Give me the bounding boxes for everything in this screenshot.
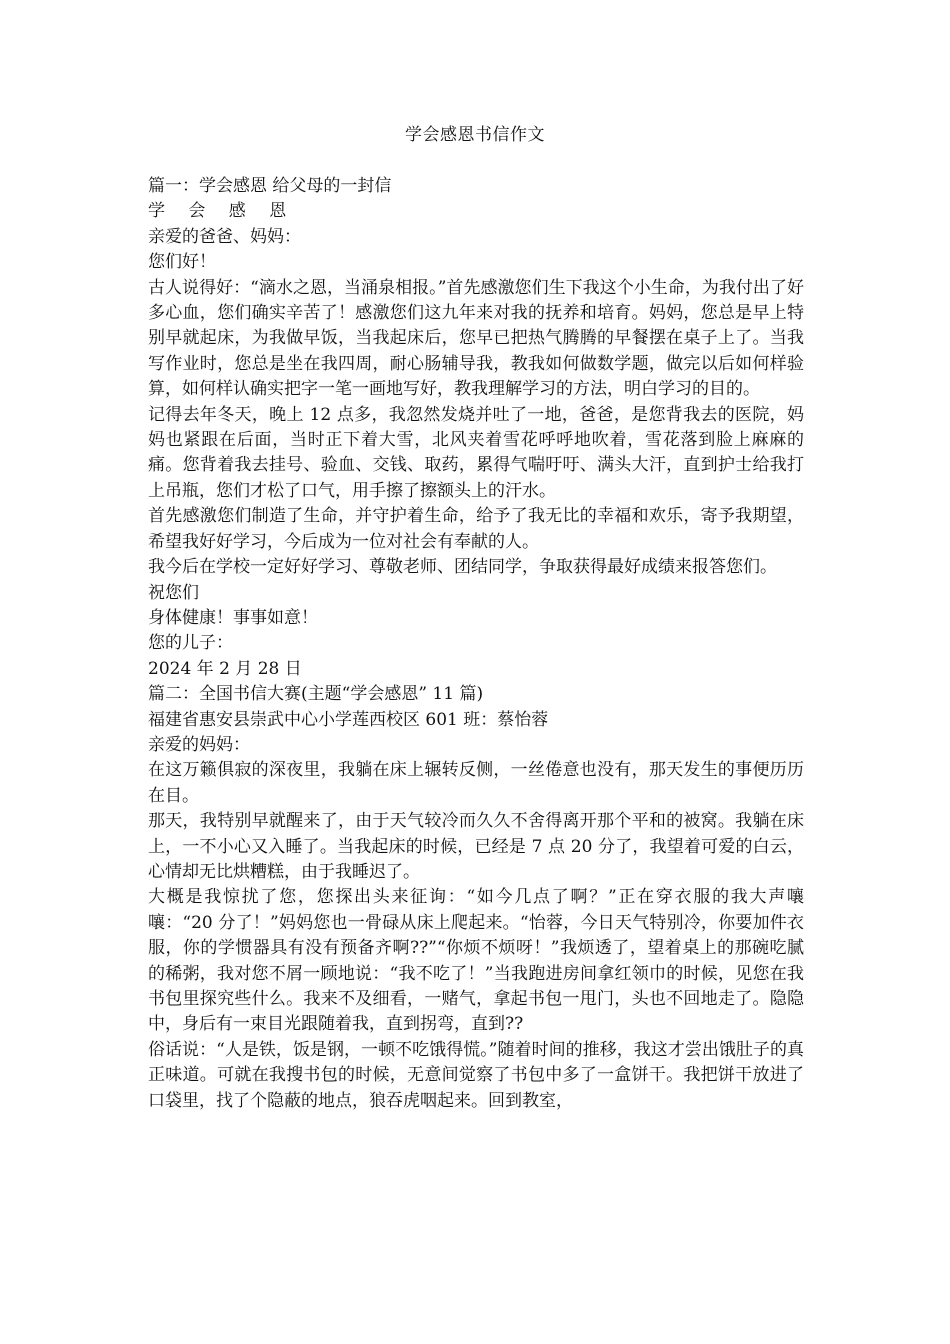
- paragraph: 记得去年冬天，晚上 12 点多，我忽然发烧并吐了一地，爸爸，是您背我去的医院，妈妈也紧跟在后面，当时正下着大雪，北风夹着雪花呼呼地吹着，雪花落到脸上麻麻的痛。您背着我去挂号、验血、交钱、取药，累得气喘吁吁、满头大汗，直到护士给我打上吊瓶，您们才松了口气，用手擦了擦额头上的汗水。: [148, 404, 804, 501]
- paragraph: 首先感激您们制造了生命，并守护着生命，给予了我无比的幸福和欢乐，寄予我期望，希望我好好学习，今后成为一位对社会有奉献的人。: [148, 506, 804, 552]
- section-heading: 篇二：全国书信大赛(主题“学会感恩” 11 篇): [148, 684, 484, 705]
- closing-line: 祝您们: [148, 582, 199, 603]
- paragraph: 大概是我惊扰了您，您探出头来征询：“如今几点了啊？”正在穿衣服的我大声嚷嚷：“20 分了！”妈妈您也一骨碌从床上爬起来。“怡蓉，今日天气特别冷，你要加件衣服，你的学惯器具有没有预备齐啊??”“你烦不烦呀！”我烦透了，望着桌上的那碗吃腻的稀粥，我对您不屑一顾地说：“我不吃了！”当我跑进房间拿红领巾的时候，见您在我书包里探究些什么。我来不及细看，一赌气，拿起书包一甩门，头也不回地走了。隐隐中，身后有一束目光跟随着我，直到拐弯，直到??: [148, 887, 804, 1035]
- paragraph: 俗话说：“人是铁，饭是钢，一顿不吃饿得慌。”随着时间的推移，我这才尝出饿肚子的真正味道。可就在我搜书包的时候，无意间觉察了书包中多了一盒饼干。我把饼干放进了口袋里，找了个隐蔽的地点，狼吞虎咽起来。回到教室，: [148, 1039, 804, 1111]
- salutation: 亲爱的爸爸、妈妈：: [148, 226, 301, 247]
- document-body: [148, 174, 804, 1114]
- date: 2024 年 2 月 28 日: [148, 658, 302, 679]
- signature: 您的儿子：: [148, 633, 233, 654]
- letter-title: 学 会 感 恩: [148, 201, 296, 222]
- section-heading: 篇一：学会感恩 给父母的一封信: [148, 176, 392, 196]
- greeting: 您们好！: [148, 252, 216, 273]
- paragraph: 我今后在学校一定好好学习、尊敬老师、团结同学，争取获得最好成绩来报答您们。: [148, 557, 777, 578]
- author-line: 福建省惠安县崇武中心小学莲西校区 601 班：蔡怡蓉: [148, 709, 549, 730]
- paragraph: 古人说得好：“滴水之恩，当涌泉相报。”首先感激您们生下我这个小生命，为我付出了好多心血，您们确实辛苦了！感激您们这九年来对我的抚养和培育。妈妈，您总是早上特别早就起床，为我做早饭，当我起床后，您早已把热气腾腾的早餐摆在桌子上了。当我写作业时，您总是坐在我四周，耐心肠辅导我，教我如何做数学题，做完以后如何样验算，如何样认确实把字一笔一画地写好，教我理解学习的方法，明白学习的目的。: [148, 277, 804, 400]
- closing-line: 身体健康！事事如意！: [148, 607, 318, 628]
- document-title: 学会感恩书信作文: [405, 125, 545, 145]
- paragraph: 在这万籁俱寂的深夜里，我躺在床上辗转反侧，一丝倦意也没有，那天发生的事便历历在目。: [148, 760, 804, 806]
- salutation: 亲爱的妈妈：: [148, 734, 250, 755]
- paragraph: 那天，我特别早就醒来了，由于天气较冷而久久不舍得离开那个平和的被窝。我躺在床上，一不小心又入睡了。当我起床的时候，已经是 7 点 20 分了，我望着可爱的白云，心情却无比烘糟糕，由于我睡迟了。: [148, 811, 804, 882]
